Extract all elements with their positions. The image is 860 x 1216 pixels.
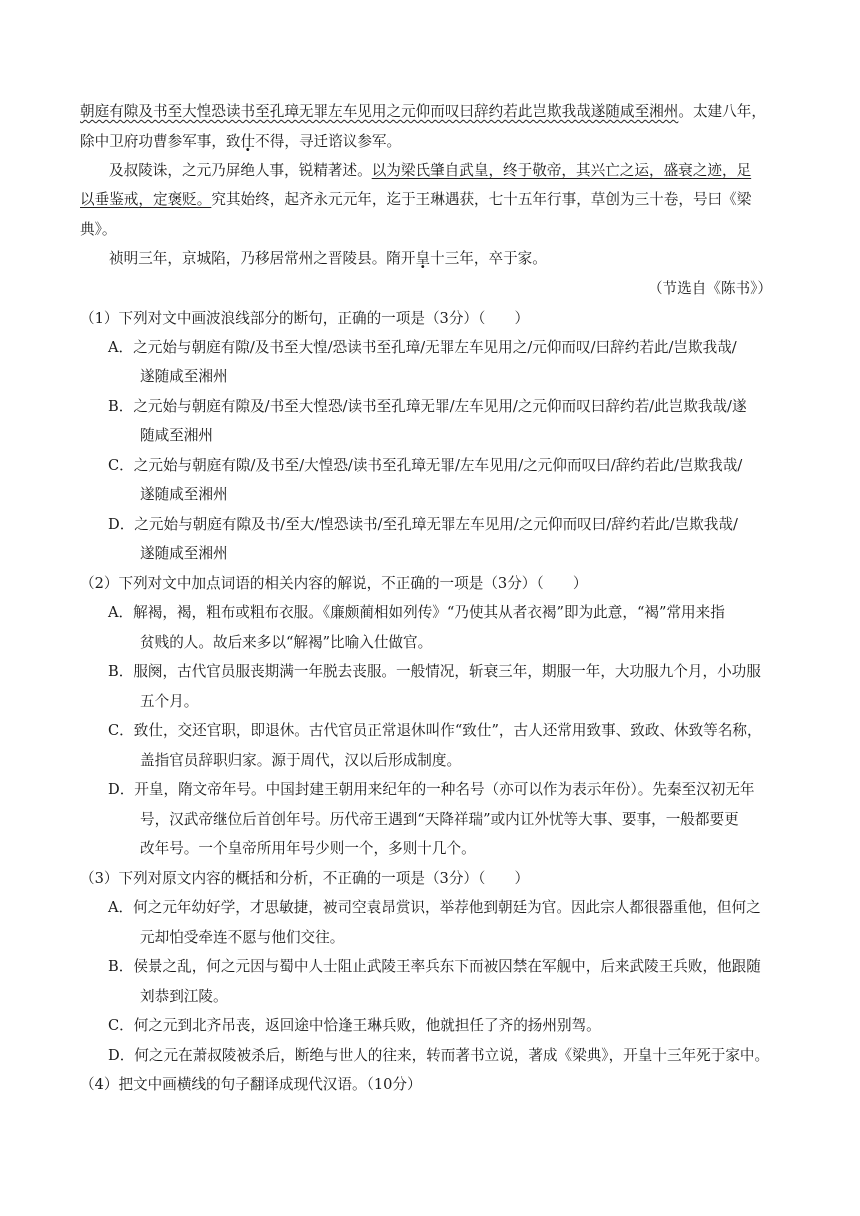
q2-option-d: D．开皇，隋文帝年号。中国封建王朝用来纪年的一种名号（亦可以作为表示年份）。先秦至汉初无年 bbox=[108, 781, 755, 798]
q2-option-c-cont: 盖指官员辞职归家。源于周代，汉以后形成制度。 bbox=[140, 752, 462, 769]
passage-line-2: 除中卫府功曹参军事，致仕不得，寻迁谘议参军。 bbox=[80, 133, 402, 150]
q1-option-a-cont: 遂随咸至湘州 bbox=[140, 368, 228, 385]
q1-option-b: B．之元始与朝庭有隙及/书至大惶恐/读书至孔璋无罪/左车见用/之元仰而叹曰辞约若/此岂欺我哉/遂 bbox=[108, 398, 747, 415]
passage-line-1: 朝庭有隙及书至大惶恐读书至孔璋无罪左车见用之元仰而叹曰辞约若此岂欺我哉遂随咸至湘州。太建八年， bbox=[80, 103, 766, 120]
q2-option-d-cont-2: 改年号。一个皇帝所用年号少则一个，多则十几个。 bbox=[140, 840, 476, 857]
q1-option-c: C．之元始与朝庭有隙/及书至/大惶恐/读书至孔璋无罪/左车见用/之元仰而叹曰/辞约若此/岂欺我哉/ bbox=[108, 457, 743, 474]
wavy-underlined-text: 朝庭有隙及书至大惶恐读书至孔璋无罪左车见用之元仰而叹曰辞约若此岂欺我哉遂随咸至湘州 bbox=[80, 103, 679, 120]
q3-option-c: C．何之元到北齐吊丧，返回途中恰逢王琳兵败，他就担任了齐的扬州别驾。 bbox=[108, 1017, 601, 1034]
q2-option-d-cont: 号，汉武帝继位后首创年号。历代帝王遇到“天降祥瑞”或内讧外忧等大事、要事，一般都要更 bbox=[140, 811, 739, 828]
q3-option-b-cont: 刘恭到江陵。 bbox=[140, 988, 228, 1005]
q3-option-b: B．侯景之乱，何之元因与蜀中人士阻止武陵王率兵东下而被囚禁在军舰中，后来武陵王兵败，他跟随 bbox=[108, 958, 761, 975]
passage-line-6: 祯明三年，京城陷，乃移居常州之晋陵县。隋开皇十三年，卒于家。 bbox=[109, 250, 547, 267]
q2-option-a-cont: 贫贱的人。故后来多以“解褐”比喻入仕做官。 bbox=[140, 634, 433, 651]
q3-option-a-cont: 元却怕受牵连不愿与他们交往。 bbox=[140, 929, 345, 946]
question-1-stem: （1）下列对文中画波浪线部分的断句，正确的一项是（3分）（ ） bbox=[80, 310, 530, 327]
dotted-word: 仕 bbox=[240, 133, 256, 150]
source-citation: （节选自《陈书》） bbox=[647, 280, 772, 297]
q1-option-d-cont: 遂随咸至湘州 bbox=[140, 545, 228, 562]
question-4-stem: （4）把文中画横线的句子翻译成现代汉语。（10分） bbox=[80, 1076, 422, 1093]
q1-option-d: D．之元始与朝庭有隙及书/至大/惶恐读书/至孔璋无罪左车见用/之元仰而叹曰/辞约若此/岂欺我哉/ bbox=[108, 516, 738, 533]
underlined-sentence: 以为梁氏肇自武皇，终于敬帝，其兴亡之运，盛衰之迹，足 bbox=[371, 162, 752, 179]
q3-option-a: A．何之元年幼好学，才思敏捷，被司空袁昂赏识，举荐他到朝廷为官。因此宗人都很器重他，但何之 bbox=[108, 899, 761, 916]
q1-option-c-cont: 遂随咸至湘州 bbox=[140, 486, 228, 503]
underlined-sentence-end: 以垂鉴戒，定褒贬。 bbox=[80, 191, 212, 208]
question-3-stem: （3）下列对原文内容的概括和分析，不正确的一项是（3分）（ ） bbox=[80, 870, 530, 887]
q2-option-c: C．致仕，交还官职，即退休。古代官员正常退休叫作“致仕”，古人还常用致事、致政、休致等名称， bbox=[108, 722, 762, 739]
passage-line-5: 典》。 bbox=[80, 221, 117, 238]
q2-option-b: B．服阕，古代官员服丧期满一年脱去丧服。一般情况，斩衰三年，期服一年，大功服九个月，小功服 bbox=[108, 663, 761, 680]
q2-option-a: A．解褐，褐，粗布或粗布衣服。《廉颇蔺相如列传》“乃使其从者衣褐”即为此意，“褐”常用来指 bbox=[108, 604, 725, 621]
q3-option-d: D．何之元在萧叔陵被杀后，断绝与世人的往来，转而著书立说，著成《梁典》，开皇十三年死于家中。 bbox=[108, 1047, 770, 1064]
q1-option-a: A．之元始与朝庭有隙/及书至大惶/恐读书至孔璋/无罪左车见用之/元仰而叹/曰辞约若此/岂欺我哉/ bbox=[108, 339, 737, 356]
q1-option-b-cont: 随咸至湘州 bbox=[140, 427, 213, 444]
passage-line-3: 及叔陵诛，之元乃屏绝人事，锐精著述。以为梁氏肇自武皇，终于敬帝，其兴亡之运，盛衰之迹，足 bbox=[109, 162, 752, 179]
q2-option-b-cont: 五个月。 bbox=[140, 693, 199, 710]
question-2-stem: （2）下列对文中加点词语的相关内容的解说，不正确的一项是（3分）（ ） bbox=[80, 575, 588, 592]
passage-line-4: 以垂鉴戒，定褒贬。究其始终，起齐永元元年，迄于王琳遇获，七十五年行事，草创为三十卷，号曰《梁 bbox=[80, 191, 752, 208]
dotted-word: 皇 bbox=[415, 250, 431, 267]
